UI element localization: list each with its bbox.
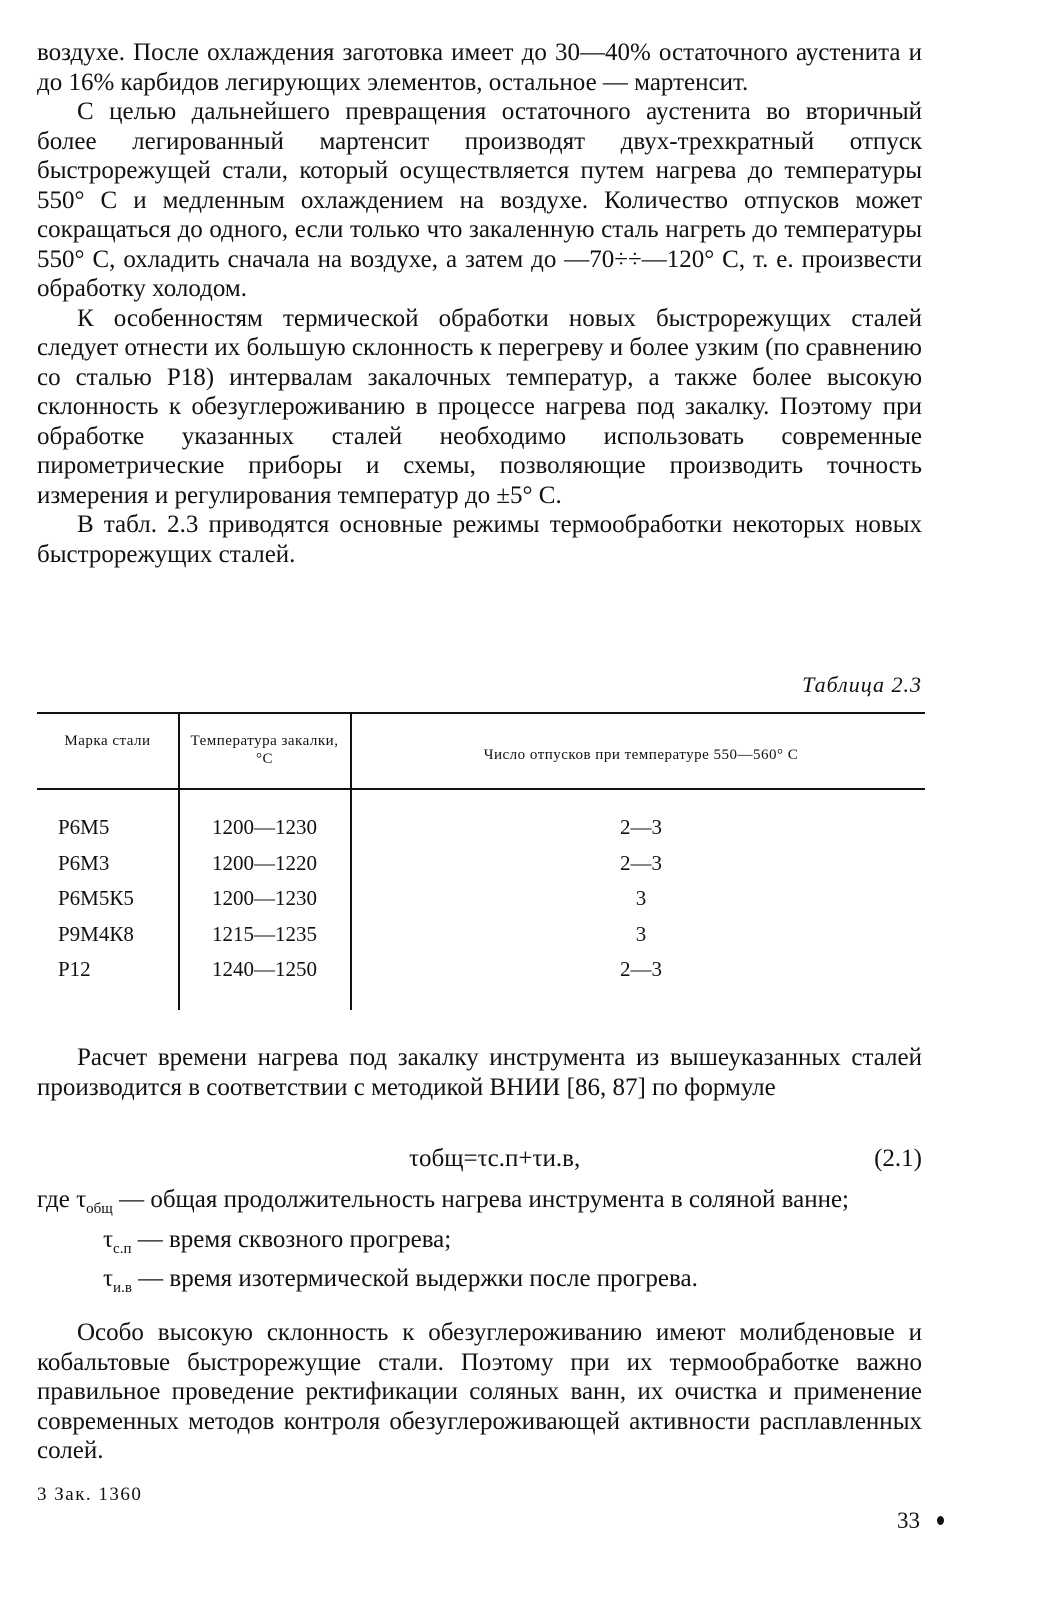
cell-temper-count: 3	[635, 886, 647, 910]
definition-symbol: τ	[103, 1225, 114, 1253]
table-top-rule	[37, 712, 925, 714]
paragraph-calculation: Расчет времени нагрева под закалку инструмента из вышеуказанных сталей производится в соответствии с методикой ВНИИ [86, 87] по формуле	[37, 1044, 922, 1101]
ink-dot	[937, 1516, 944, 1525]
header-grade: Марка стали	[64, 733, 151, 749]
cell-temper-count: 2—3	[620, 957, 662, 981]
body-text-top	[37, 38, 922, 569]
definition-subscript: с.п	[113, 1240, 132, 1257]
printer-signature: 3 Зак. 1360	[37, 1484, 143, 1505]
cell-grade: Р6М5К5	[58, 886, 134, 910]
cell-hardening-temp: 1215—1235	[212, 921, 317, 946]
paragraph-table-intro: В табл. 2.3 приводятся основные режимы термообработки некоторых новых быстрорежущих сталей.	[37, 511, 922, 568]
paragraph-tempering: С целью дальнейшего превращения остаточного аустенита во вторичный более легированный мартенсит производят двух-трехкратный отпуск быстрорежущей стали, который осуществляется путем нагрева до температуры 550° С и медленным охлаждением на воздухе. Количество отпусков может сокращаться до одного, если только что закаленную сталь нагреть до температуры 550° С, охладить сначала на воздухе, а затем до —70÷÷—120° С, т. е. произвести обработку холодом.	[37, 98, 922, 302]
body-text-final	[37, 1318, 922, 1466]
header-temper-count: Число отпусков при температуре 550—560° С	[483, 747, 799, 763]
header-hardening-temp: Температура закалки, °С	[190, 733, 339, 767]
definition-symbol: τ	[76, 1186, 87, 1213]
formula-line	[37, 1145, 922, 1177]
cell-grade: Р9М4К8	[58, 921, 134, 946]
table-divider-1	[178, 714, 180, 1010]
paragraph-decarburization: Особо высокую склонность к обезуглероживанию имеют молибденовые и кобальтовые быстрорежущие стали. Поэтому при их термообработке важно правильное проведение ректификации соляных ванн, их очистка и применение современных методов контроля обезуглероживающей активности расплавленных солей.	[37, 1319, 922, 1464]
cell-hardening-temp: 1200—1230	[212, 815, 317, 839]
definition-subscript: и.в	[113, 1280, 132, 1296]
page-number: 33	[897, 1508, 920, 1533]
heat-treatment-table	[37, 710, 925, 1010]
definition-text: — время изотермической выдержки после прогрева.	[138, 1265, 698, 1292]
definition-through-heating	[37, 1225, 922, 1265]
cell-temper-count: 2—3	[620, 850, 662, 875]
cell-hardening-temp: 1200—1220	[212, 850, 317, 875]
cell-grade: Р12	[58, 957, 91, 981]
definition-text: — время сквозного прогрева;	[137, 1225, 452, 1253]
definition-where: где	[37, 1186, 70, 1213]
body-text-bottom	[37, 1043, 922, 1102]
definition-subscript: общ	[86, 1201, 113, 1217]
formula-expression: τобщ=τс.п+τи.в,	[409, 1145, 581, 1172]
definition-total	[37, 1185, 922, 1225]
cell-temper-count: 2—3	[620, 815, 662, 839]
table-divider-2	[350, 714, 352, 1010]
formula-definitions	[37, 1185, 922, 1304]
definition-isothermal	[37, 1264, 922, 1304]
table-header-rule	[37, 788, 925, 790]
paragraph-continuation: воздухе. После охлаждения заготовка имеет до 30—40% остаточного аустенита и до 16% карбидов легирующих элементов, остальное — мартенсит.	[37, 39, 922, 96]
cell-temper-count: 3	[635, 921, 647, 946]
definition-symbol: τ	[103, 1265, 114, 1292]
formula-number: (2.1)	[874, 1145, 922, 1172]
cell-grade: Р6М3	[58, 850, 110, 875]
table-caption: Таблица 2.3	[802, 672, 922, 697]
cell-hardening-temp: 1240—1250	[212, 957, 317, 981]
definition-text: — общая продолжительность нагрева инструмента в соляной ванне;	[119, 1186, 849, 1213]
cell-grade: Р6М5	[58, 815, 110, 839]
paragraph-features: К особенностям термической обработки новых быстрорежущих сталей следует отнести их большую склонность к перегреву и более узким (по сравнению со сталью Р18) интервалам закалочных температур, а также более высокую склонность к обезуглероживанию в процессе нагрева под закалку. Поэтому при обработке указанных сталей необходимо использовать современные пирометрические приборы и схемы, позволяющие производить точность измерения и регулирования температур до ±5° С.	[37, 304, 922, 509]
cell-hardening-temp: 1200—1230	[212, 886, 317, 910]
